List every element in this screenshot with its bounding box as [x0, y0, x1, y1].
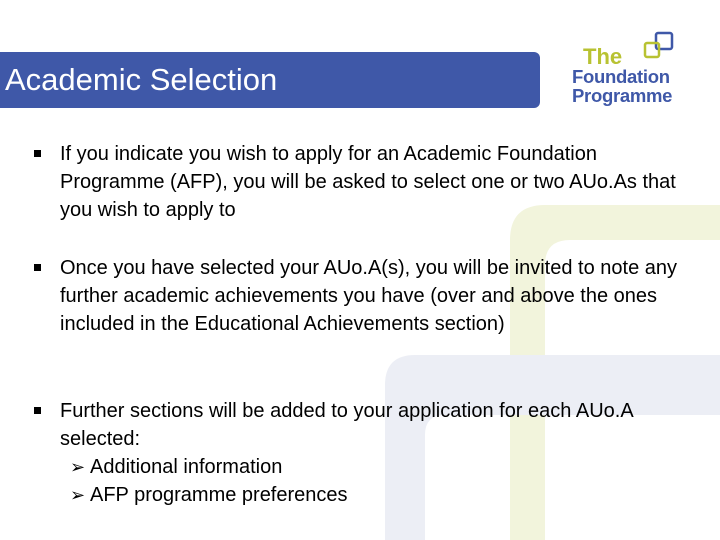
- sub-bullet-item: [60, 481, 700, 509]
- bullet-text: Further sections will be added to your application for each AUo.A selected:: [60, 400, 633, 450]
- arrow-bullet-icon: ➢: [70, 485, 86, 505]
- square-bullet-icon: [34, 264, 41, 271]
- bullet-text: Once you have selected your AUo.A(s), you will be invited to note any further academic achievements you have (over and above the ones included in the Educational Achievements section): [60, 257, 678, 335]
- square-bullet-icon: [34, 150, 41, 157]
- bullet-text: If you indicate you wish to apply for an Academic Foundation Programme (AFP), you will be asked to select one or two AUo.As that you wish to apply to: [60, 143, 676, 221]
- bullet-item: [60, 140, 700, 224]
- logo-text-programme: Programme: [572, 85, 673, 106]
- logo-text-the: The: [583, 44, 623, 69]
- square-bullet-icon: [34, 407, 41, 414]
- bullet-item: [60, 254, 700, 338]
- sub-bullet-item: [60, 453, 700, 481]
- sub-bullet-text: Additional information: [90, 456, 283, 478]
- slide-title: Academic Selection: [5, 62, 278, 97]
- arrow-bullet-icon: ➢: [70, 457, 86, 477]
- bullet-item: [60, 397, 700, 509]
- logo-text-foundation: Foundation: [572, 66, 670, 87]
- sub-bullet-text: AFP programme preferences: [90, 484, 348, 506]
